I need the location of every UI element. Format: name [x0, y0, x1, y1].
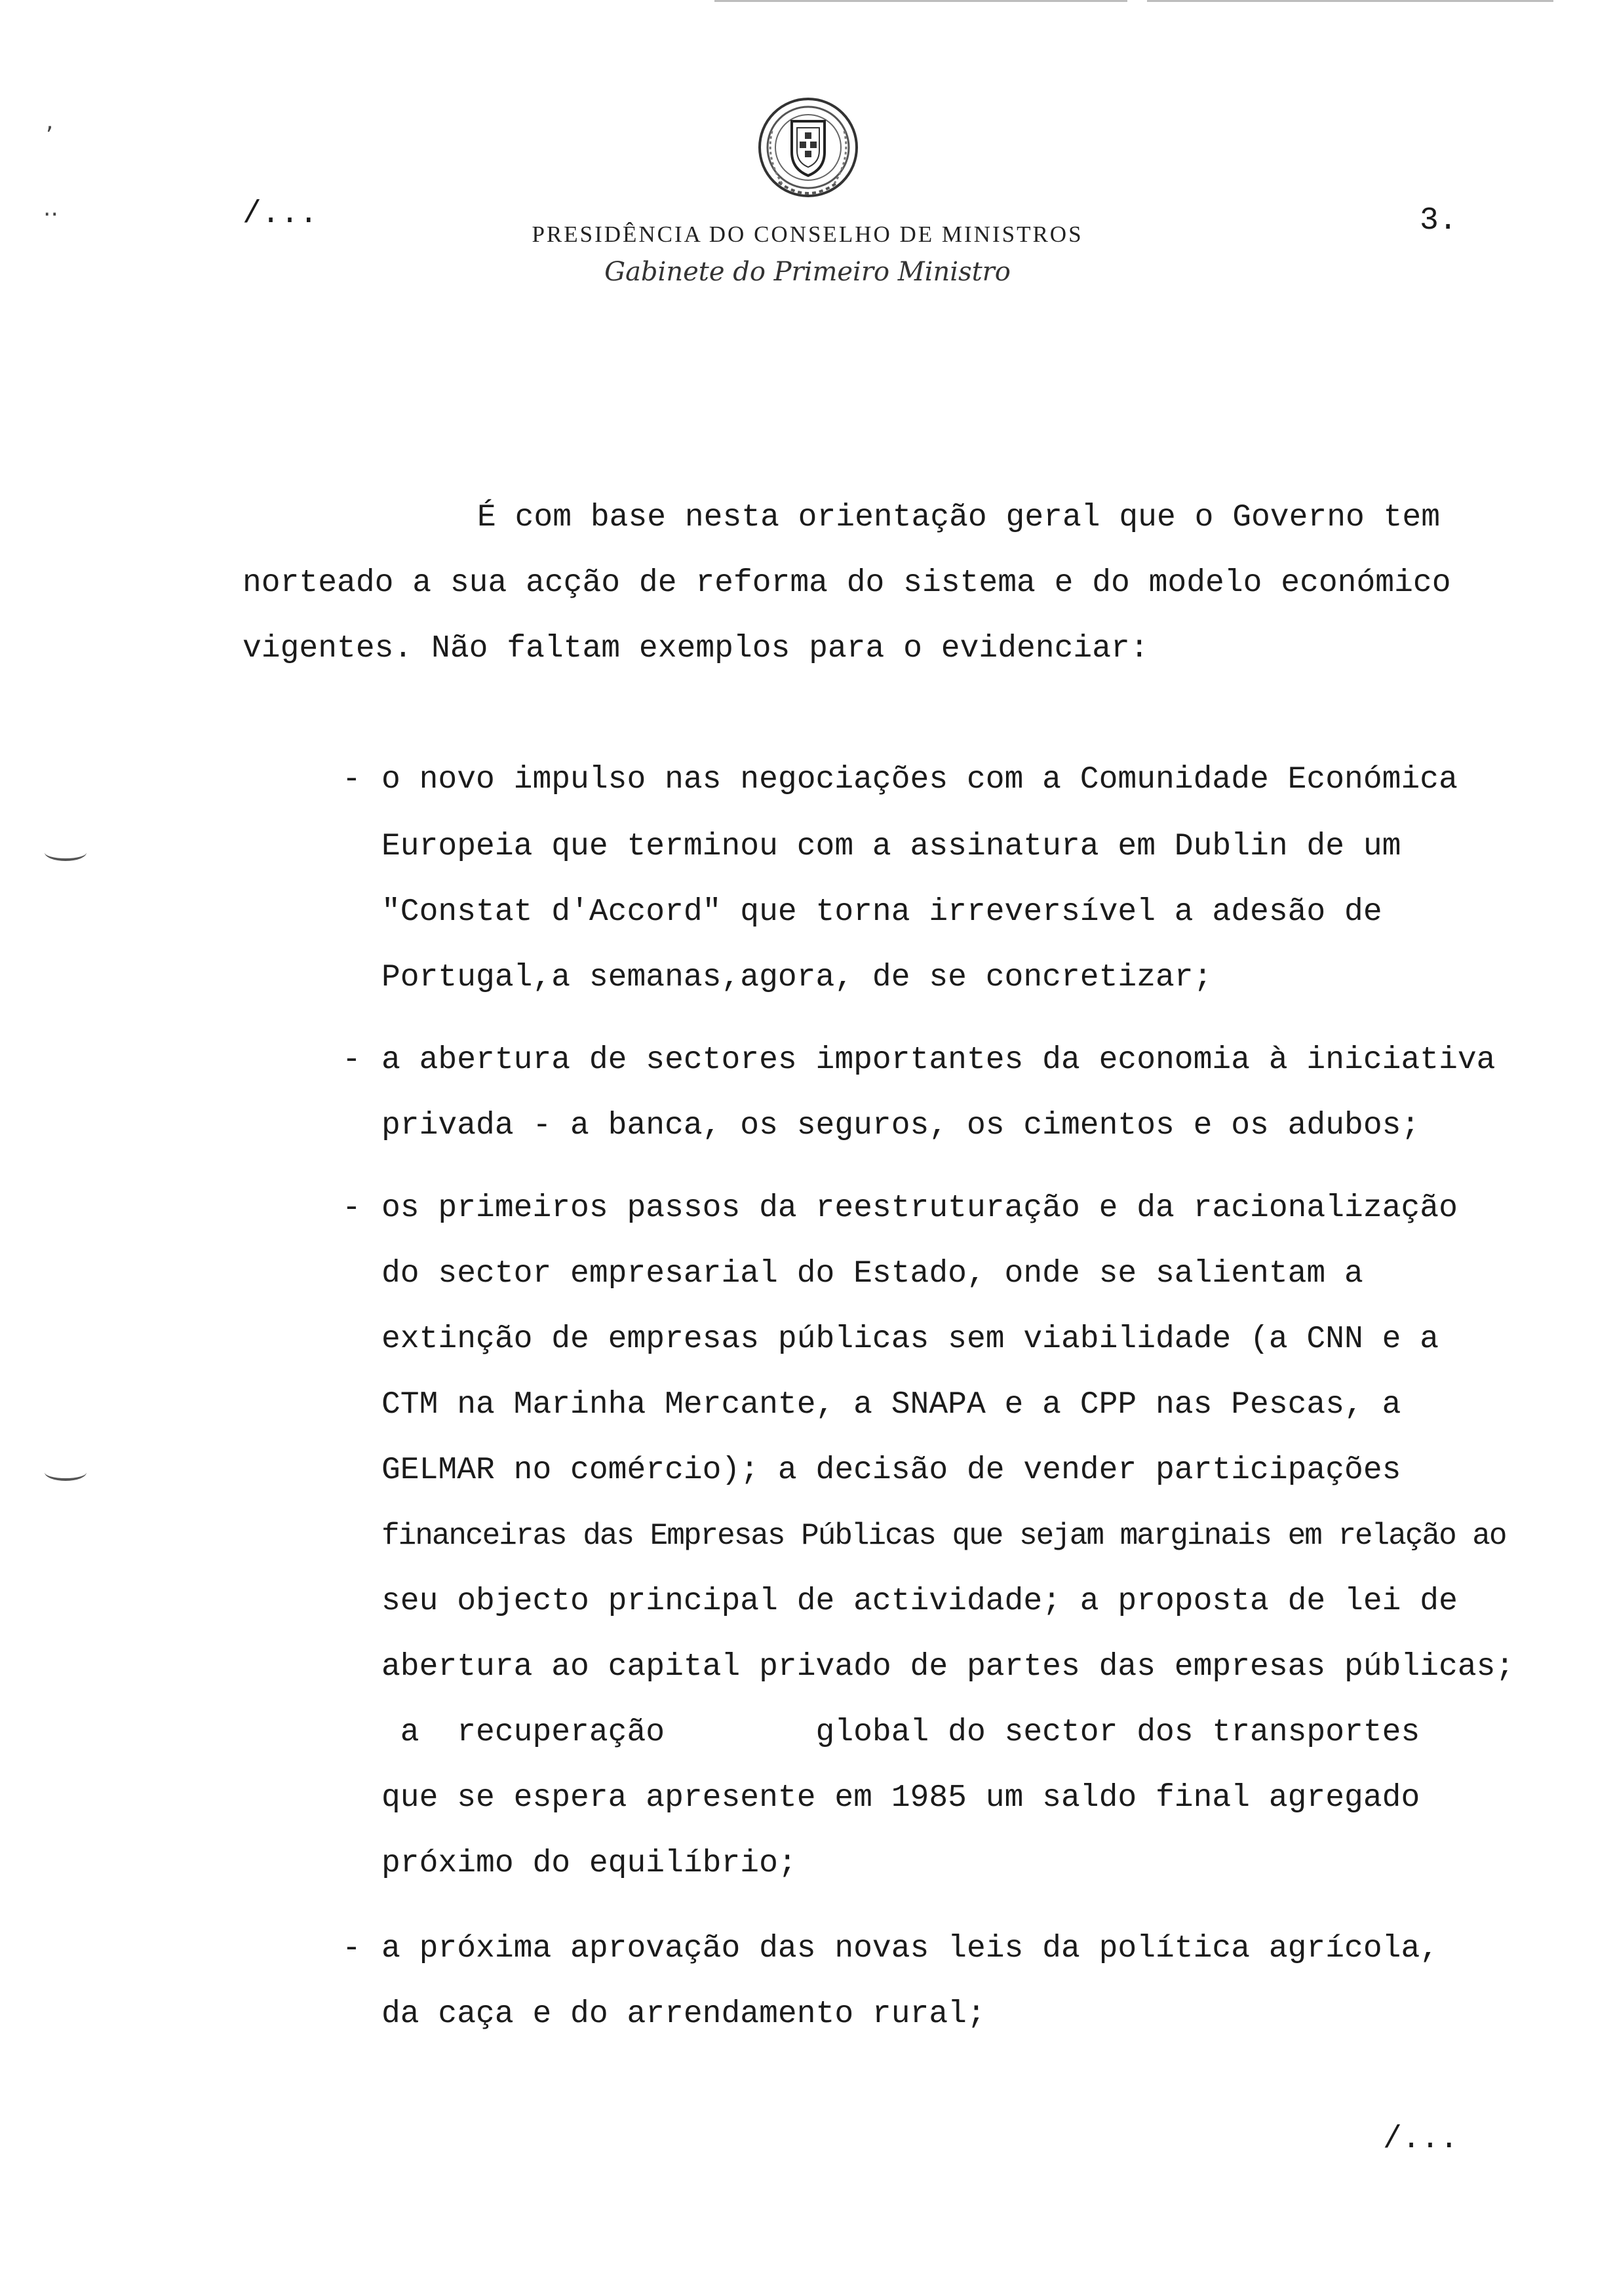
- page-number: 3.: [1420, 203, 1458, 239]
- scan-speck: ,: [46, 108, 54, 135]
- list-item-dash: -: [342, 762, 361, 797]
- list-item-line: CTM na Marinha Mercante, a SNAPA e a CPP nas Pescas, a: [381, 1387, 1401, 1423]
- list-item-line: seu objecto principal de actividade; a proposta de lei de: [381, 1584, 1458, 1619]
- list-item-line: a próxima aprovação das novas leis da política agrícola,: [381, 1931, 1439, 1966]
- list-item-line: da caça e do arrendamento rural;: [381, 1997, 986, 2032]
- list-item-line: abertura ao capital privado de partes das empresas públicas;: [381, 1649, 1515, 1685]
- letterhead-subtitle: Gabinete do Primeiro Ministro: [604, 257, 1011, 287]
- list-item-line: "Constat d'Accord" que torna irreversível a adesão de: [381, 894, 1382, 930]
- list-item-dash: -: [342, 1931, 361, 1966]
- list-item-line: privada - a banca, os seguros, os cimentos e os adubos;: [381, 1108, 1420, 1143]
- list-item-line: próximo do equilíbrio;: [381, 1846, 797, 1881]
- paragraph-line: norteado a sua acção de reforma do sistema e do modelo económico: [243, 565, 1451, 601]
- list-item-line: Portugal,a semanas,agora, de se concretizar;: [381, 960, 1213, 995]
- punch-hole-mark: [45, 1464, 87, 1481]
- list-item-dash: -: [342, 1191, 361, 1226]
- list-item-line: a abertura de sectores importantes da economia à iniciativa: [381, 1043, 1496, 1078]
- continued-marker-bottom: /...: [1383, 2122, 1459, 2157]
- list-item-line: Europeia que terminou com a assinatura em Dublin de um: [381, 829, 1401, 864]
- list-item-line: GELMAR no comércio); a decisão de vender participações: [381, 1453, 1401, 1488]
- list-item-line: extinção de empresas públicas sem viabilidade (a CNN e a: [381, 1322, 1439, 1357]
- list-item-line: os primeiros passos da reestruturação e da racionalização: [381, 1191, 1458, 1226]
- paragraph-line: vigentes. Não faltam exemplos para o evidenciar:: [243, 631, 1149, 666]
- list-item-line: o novo impulso nas negociações com a Comunidade Económica: [381, 762, 1458, 797]
- letterhead-title: PRESIDÊNCIA DO CONSELHO DE MINISTROS: [532, 221, 1083, 247]
- paragraph-line: É com base nesta orientação geral que o Governo tem: [477, 500, 1441, 535]
- coat-of-arms-emblem: [752, 92, 864, 206]
- list-item-line: que se espera apresente em 1985 um saldo final agregado: [381, 1780, 1420, 1816]
- list-item-line: a recuperação global do sector dos transportes: [381, 1715, 1420, 1750]
- list-item-line: do sector empresarial do Estado, onde se salientam a: [381, 1256, 1363, 1292]
- scan-speck: ..: [43, 195, 58, 221]
- scan-edge-line: [1147, 0, 1553, 2]
- continued-marker-top: /...: [243, 197, 319, 232]
- scan-edge-line: [714, 0, 1127, 2]
- list-item-line: financeiras das Empresas Públicas que sejam marginais em relação ao: [381, 1519, 1506, 1553]
- list-item-dash: -: [342, 1043, 361, 1078]
- punch-hole-mark: [45, 844, 87, 861]
